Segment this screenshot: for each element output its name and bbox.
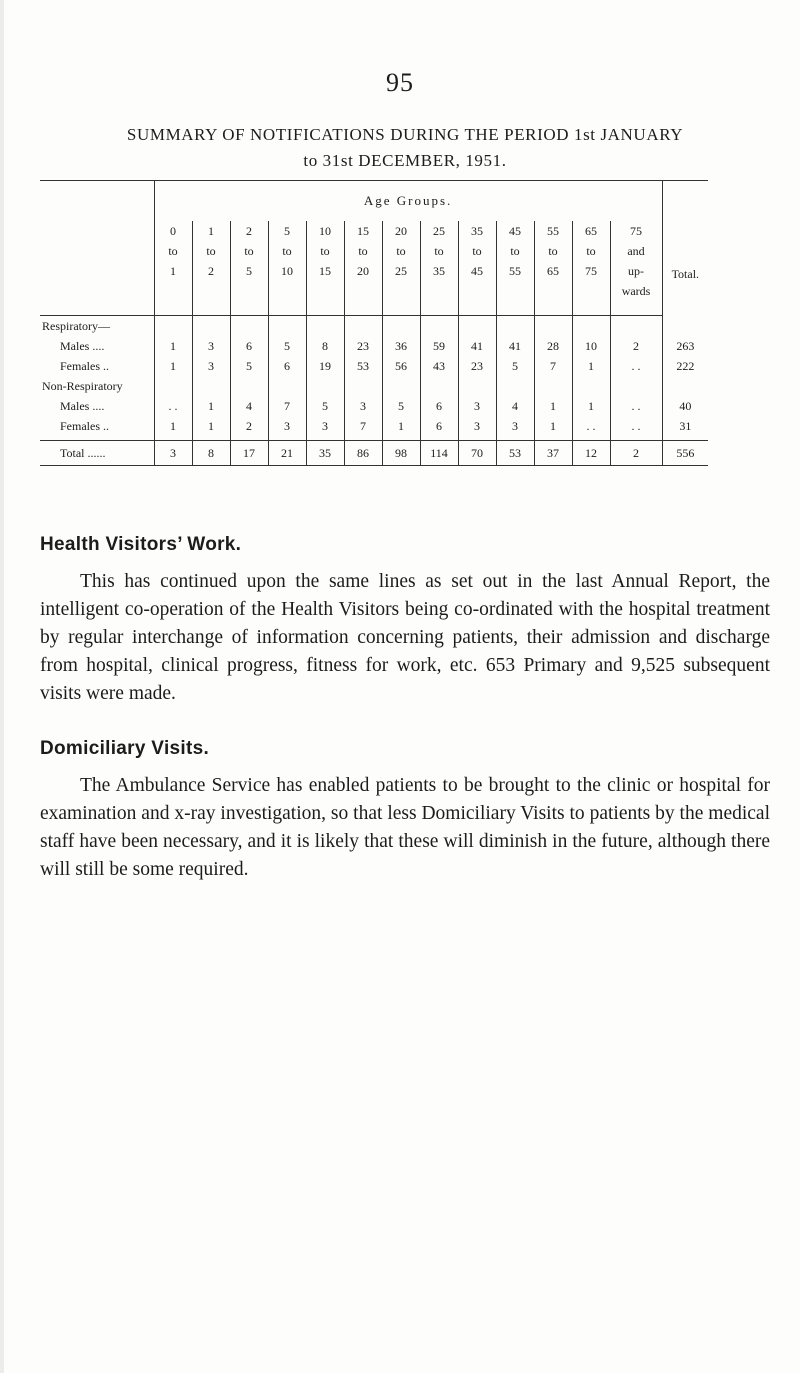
empty-cell: [344, 376, 382, 396]
empty-cell: [230, 376, 268, 396]
age-range-to: 55: [509, 264, 521, 278]
health-visitors-section: [40, 534, 770, 708]
age-range-mid: to: [472, 244, 482, 258]
age-range-header: [610, 221, 662, 316]
value-cell: 1: [154, 356, 192, 376]
age-range-from: 45: [509, 224, 521, 238]
empty-cell: [154, 376, 192, 396]
age-range-mid: and: [627, 244, 645, 258]
empty-cell: [662, 316, 708, 337]
empty-cell: [420, 376, 458, 396]
value-cell: 3: [496, 416, 534, 436]
value-cell: 8: [306, 336, 344, 356]
empty-cell: [268, 316, 306, 337]
category-label: Respiratory—: [42, 319, 110, 333]
value-cell: 3: [458, 396, 496, 416]
age-range-to: 15: [319, 264, 331, 278]
value-cell: 56: [382, 356, 420, 376]
value-cell: 10: [572, 336, 610, 356]
notifications-table-wrap: [40, 180, 708, 466]
empty-cell: [572, 376, 610, 396]
total-header: Total.: [662, 181, 708, 316]
age-range-header-row: [40, 221, 708, 316]
total-value-cell: 21: [268, 441, 306, 466]
row-total-cell: 263: [662, 336, 708, 356]
label-header-blank-2: [40, 221, 154, 316]
empty-cell: [458, 376, 496, 396]
age-range-header: [420, 221, 458, 316]
total-value-cell: 3: [154, 441, 192, 466]
value-cell: 5: [382, 396, 420, 416]
value-cell: 7: [268, 396, 306, 416]
age-range-to: 10: [281, 264, 293, 278]
empty-cell: [610, 316, 662, 337]
total-value-cell: 37: [534, 441, 572, 466]
total-value-cell: 17: [230, 441, 268, 466]
value-cell: 3: [306, 416, 344, 436]
value-cell: 3: [344, 396, 382, 416]
age-range-from: 25: [433, 224, 445, 238]
age-range-from: 10: [319, 224, 331, 238]
value-cell: 5: [230, 356, 268, 376]
value-cell: 23: [344, 336, 382, 356]
age-range-header: [344, 221, 382, 316]
age-range-mid: to: [320, 244, 330, 258]
value-cell: 3: [192, 336, 230, 356]
empty-cell: [154, 316, 192, 337]
empty-cell: [458, 316, 496, 337]
age-range-to: 35: [433, 264, 445, 278]
age-range-to: 65: [547, 264, 559, 278]
value-cell: . .: [610, 356, 662, 376]
age-range-mid: to: [206, 244, 216, 258]
value-cell: . .: [610, 416, 662, 436]
domiciliary-section: [40, 738, 770, 884]
value-cell: 1: [192, 396, 230, 416]
table-row: [40, 336, 708, 356]
age-range-mid: to: [396, 244, 406, 258]
total-value-cell: 70: [458, 441, 496, 466]
value-cell: 6: [230, 336, 268, 356]
value-cell: 3: [192, 356, 230, 376]
value-cell: 3: [458, 416, 496, 436]
age-range-mid: to: [244, 244, 254, 258]
age-range-header: [268, 221, 306, 316]
row-label: Females ..: [60, 419, 109, 433]
age-range-from: 2: [246, 224, 252, 238]
empty-cell: [496, 316, 534, 337]
empty-cell: [230, 316, 268, 337]
age-range-from: 75: [630, 224, 643, 238]
empty-cell: [268, 376, 306, 396]
domiciliary-heading: Domiciliary Visits.: [40, 738, 210, 759]
total-value-cell: 8: [192, 441, 230, 466]
age-range-header: [572, 221, 610, 316]
row-total-cell: 222: [662, 356, 708, 376]
value-cell: 41: [458, 336, 496, 356]
total-value-cell: 86: [344, 441, 382, 466]
value-cell: 1: [534, 396, 572, 416]
age-range-from: 0: [170, 224, 176, 238]
age-range-mid: to: [586, 244, 596, 258]
row-label: Males ....: [60, 399, 105, 413]
table-row: [40, 356, 708, 376]
total-value-cell: 2: [610, 441, 662, 466]
table-title: [40, 122, 770, 174]
value-cell: 1: [192, 416, 230, 436]
domiciliary-text: The Ambulance Service has enabled patients to be brought to the clinic or hospital for examination and x-ray investigation, so that less Domiciliary Visits to patients by the medical staff have been necessary, and it is likely that these will diminish in the future, although there will still be some required.: [40, 775, 770, 880]
age-range-mid: to: [548, 244, 558, 258]
empty-cell: [420, 316, 458, 337]
value-cell: 1: [382, 416, 420, 436]
empty-cell: [496, 376, 534, 396]
table-row: [40, 416, 708, 436]
value-cell: . .: [154, 396, 192, 416]
category-row: [40, 376, 708, 396]
value-cell: 6: [420, 416, 458, 436]
health-visitors-heading: Health Visitors’ Work.: [40, 534, 242, 555]
title-line-1: SUMMARY OF NOTIFICATIONS DURING THE PERIOD 1st JANUARY: [126, 125, 684, 144]
empty-cell: [382, 376, 420, 396]
value-cell: 1: [572, 396, 610, 416]
table-row: [40, 396, 708, 416]
value-cell: 4: [496, 396, 534, 416]
age-range-to: 75: [585, 264, 597, 278]
table-body: [40, 316, 708, 466]
age-range-from: 5: [284, 224, 290, 238]
row-label: Females ..: [60, 359, 109, 373]
health-visitors-text: This has continued upon the same lines as set out in the last Annual Report, the intelligent co-operation of the Health Visitors being co-ordinated with the hospital treatment by regular interchange of information concerning patients, their admission and discharge from hospital, clinical progress, fitness for work, etc. 653 Primary and 9,525 subsequent visits were made.: [40, 571, 770, 704]
age-range-header: [154, 221, 192, 316]
value-cell: 36: [382, 336, 420, 356]
grand-total-cell: 556: [662, 441, 708, 466]
age-range-mid: to: [510, 244, 520, 258]
age-range-from: 15: [357, 224, 369, 238]
empty-cell: [344, 316, 382, 337]
age-range-to: 20: [357, 264, 369, 278]
total-value-cell: 98: [382, 441, 420, 466]
age-range-to: 5: [246, 264, 252, 278]
title-line-2: to 31st DECEMBER, 1951.: [303, 151, 507, 170]
age-range-mid: to: [358, 244, 368, 258]
value-cell: 2: [610, 336, 662, 356]
value-cell: 1: [534, 416, 572, 436]
total-value-cell: 35: [306, 441, 344, 466]
age-range-mid: to: [434, 244, 444, 258]
row-total-cell: 40: [662, 396, 708, 416]
empty-cell: [610, 376, 662, 396]
value-cell: 5: [268, 336, 306, 356]
value-cell: 1: [572, 356, 610, 376]
value-cell: 19: [306, 356, 344, 376]
value-cell: 3: [268, 416, 306, 436]
value-cell: 4: [230, 396, 268, 416]
empty-cell: [192, 376, 230, 396]
total-row: [40, 441, 708, 466]
value-cell: 59: [420, 336, 458, 356]
notifications-table: [40, 180, 708, 466]
page-edge: [0, 0, 4, 1373]
age-range-from: 20: [395, 224, 407, 238]
age-range-from: 1: [208, 224, 214, 238]
age-range-header: [192, 221, 230, 316]
value-cell: 1: [154, 416, 192, 436]
value-cell: 43: [420, 356, 458, 376]
total-row-label: Total ......: [40, 441, 154, 466]
age-range-to: 25: [395, 264, 407, 278]
value-cell: 6: [420, 396, 458, 416]
label-header-blank: [40, 181, 154, 222]
empty-cell: [306, 316, 344, 337]
value-cell: 5: [306, 396, 344, 416]
category-label: Non-Respiratory: [42, 379, 123, 393]
value-cell: 23: [458, 356, 496, 376]
age-range-header: [230, 221, 268, 316]
age-range-header: [306, 221, 344, 316]
value-cell: 5: [496, 356, 534, 376]
age-range-header: [382, 221, 420, 316]
value-cell: 41: [496, 336, 534, 356]
age-range-header: [458, 221, 496, 316]
age-range-from: 65: [585, 224, 597, 238]
page-number: 95: [386, 68, 414, 97]
total-value-cell: 53: [496, 441, 534, 466]
value-cell: . .: [572, 416, 610, 436]
empty-cell: [306, 376, 344, 396]
empty-cell: [382, 316, 420, 337]
age-range-to: up-: [628, 264, 645, 278]
row-label: Males ....: [60, 339, 105, 353]
empty-cell: [662, 376, 708, 396]
empty-cell: [534, 316, 572, 337]
age-range-from: 55: [547, 224, 559, 238]
value-cell: 6: [268, 356, 306, 376]
row-total-cell: 31: [662, 416, 708, 436]
value-cell: . .: [610, 396, 662, 416]
age-range-header: [534, 221, 572, 316]
age-range-to: 1: [170, 264, 176, 278]
value-cell: 7: [344, 416, 382, 436]
age-groups-title: Age Groups.: [154, 181, 662, 222]
category-row: [40, 316, 708, 337]
total-value-cell: 12: [572, 441, 610, 466]
age-range-extra: wards: [621, 284, 651, 298]
value-cell: 1: [154, 336, 192, 356]
empty-cell: [534, 376, 572, 396]
total-value-cell: 114: [420, 441, 458, 466]
empty-cell: [192, 316, 230, 337]
age-range-mid: to: [168, 244, 178, 258]
value-cell: 53: [344, 356, 382, 376]
age-range-to: 45: [471, 264, 483, 278]
value-cell: 2: [230, 416, 268, 436]
value-cell: 28: [534, 336, 572, 356]
empty-cell: [572, 316, 610, 337]
age-range-mid: to: [282, 244, 292, 258]
age-range-from: 35: [471, 224, 483, 238]
age-range-to: 2: [208, 264, 214, 278]
age-range-header: [496, 221, 534, 316]
value-cell: 7: [534, 356, 572, 376]
